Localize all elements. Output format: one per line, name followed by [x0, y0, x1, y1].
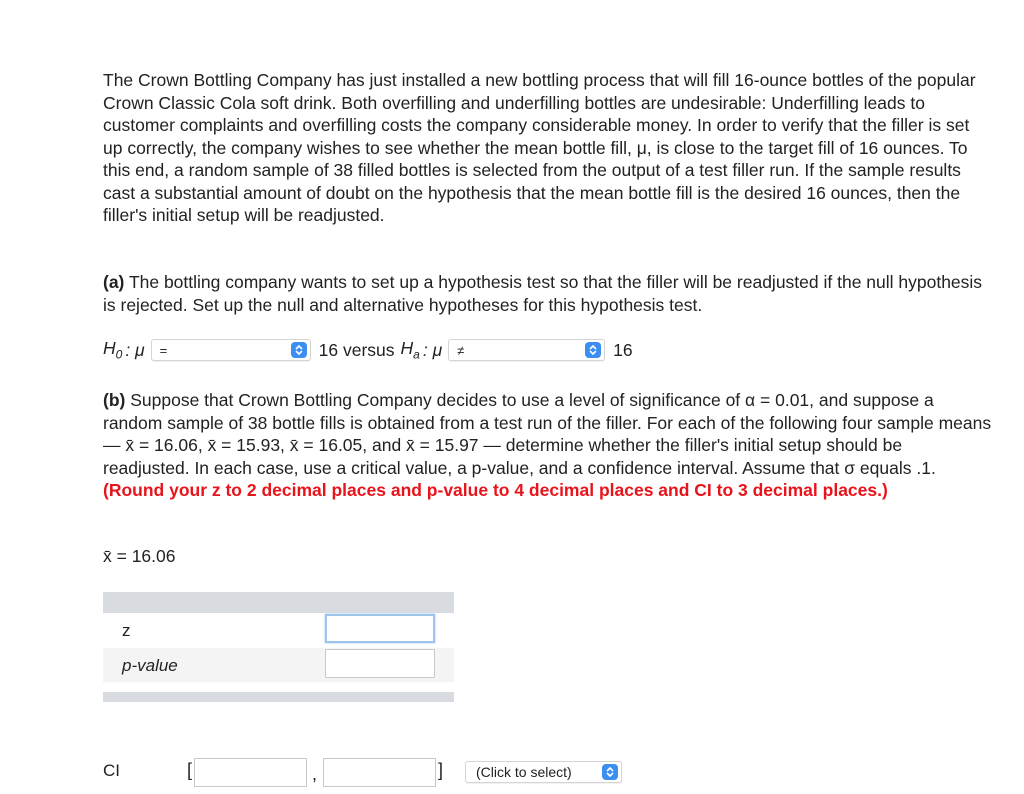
ci-open-bracket: [	[187, 760, 193, 780]
versus-text: 16 versus	[318, 339, 395, 360]
part-a-label: (a)	[103, 272, 125, 292]
z-input[interactable]	[325, 614, 435, 643]
part-b-text	[103, 389, 993, 502]
ci-select-label: (Click to select)	[476, 764, 572, 780]
h0-mu: : μ	[125, 339, 145, 360]
select-chevron-icon	[585, 342, 601, 358]
p-value-label: p-value	[122, 656, 178, 675]
ci-close-bracket: ]	[438, 760, 444, 780]
ha-operator-select[interactable]	[448, 339, 605, 361]
ci-label: CI	[103, 761, 120, 780]
select-chevron-icon	[291, 342, 307, 358]
ci-upper-input[interactable]	[323, 758, 436, 787]
rounding-instruction: (Round your z to 2 decimal places and p-value to 4 decimal places and CI to 3 decimal places.)	[103, 480, 888, 500]
part-b-label: (b)	[103, 390, 126, 410]
h0-operator-select[interactable]	[151, 339, 311, 361]
answer-table-header	[103, 592, 454, 613]
hypothesis-value: 16	[613, 339, 633, 360]
ha-mu: : μ	[422, 339, 443, 360]
answer-table-footer	[103, 692, 454, 702]
ha-label: $H_a$	[400, 338, 420, 362]
hypotheses-row	[103, 338, 633, 362]
ci-lower-input[interactable]	[194, 758, 307, 787]
z-label: z	[122, 621, 131, 640]
ci-conclusion-select[interactable]	[465, 761, 622, 783]
p-value-input[interactable]	[325, 649, 435, 678]
part-b-body: Suppose that Crown Bottling Company decides to use a level of significance of α = 0.01, and suppose a random sample of 38 bottle fills is obtained from a test run of the filler. For each of the following four sample means— x̄ = 16.06, x̄ = 15.93, x̄ = 16.05, and x̄ = 15.97 — determine whether the filler's initial setup should be readjusted. In each case, use a critical value, a p-value, and a confidence interval. Assume that σ equals .1.	[103, 390, 992, 478]
p-value-row	[103, 648, 454, 682]
ci-separator: ,	[312, 764, 318, 784]
select-chevron-icon	[602, 764, 618, 780]
h0-label: $H_0$	[103, 338, 123, 362]
z-row	[103, 613, 454, 647]
sample-mean-label: x̄ = 16.06	[103, 546, 176, 566]
part-a-body: The bottling company wants to set up a hypothesis test so that the filler will be readjusted if the null hypothesis is rejected. Set up the null and alternative hypotheses for this hypothesis test.	[103, 272, 983, 315]
part-a-text	[103, 271, 998, 316]
problem-intro: The Crown Bottling Company has just installed a new bottling process that will fill 16-ounce bottles of the popular Crown Classic Cola soft drink. Both overfilling and underfilling bottles are undesirable: Underfilling leads to customer complaints and overfilling costs the company considerable money. In order to verify that the filler is set up correctly, the company wishes to see whether the mean bottle fill, μ, is close to the target fill of 16 ounces. To this end, a random sample of 38 filled bottles is selected from the output of a test filler run. If the sample results cast a substantial amount of doubt on the hypothesis that the mean bottle fill is the desired 16 ounces, then the filler's initial setup will be readjusted.	[103, 70, 976, 225]
h0-operator-value: =	[159, 342, 168, 358]
ha-operator-value: ≠	[457, 342, 465, 358]
